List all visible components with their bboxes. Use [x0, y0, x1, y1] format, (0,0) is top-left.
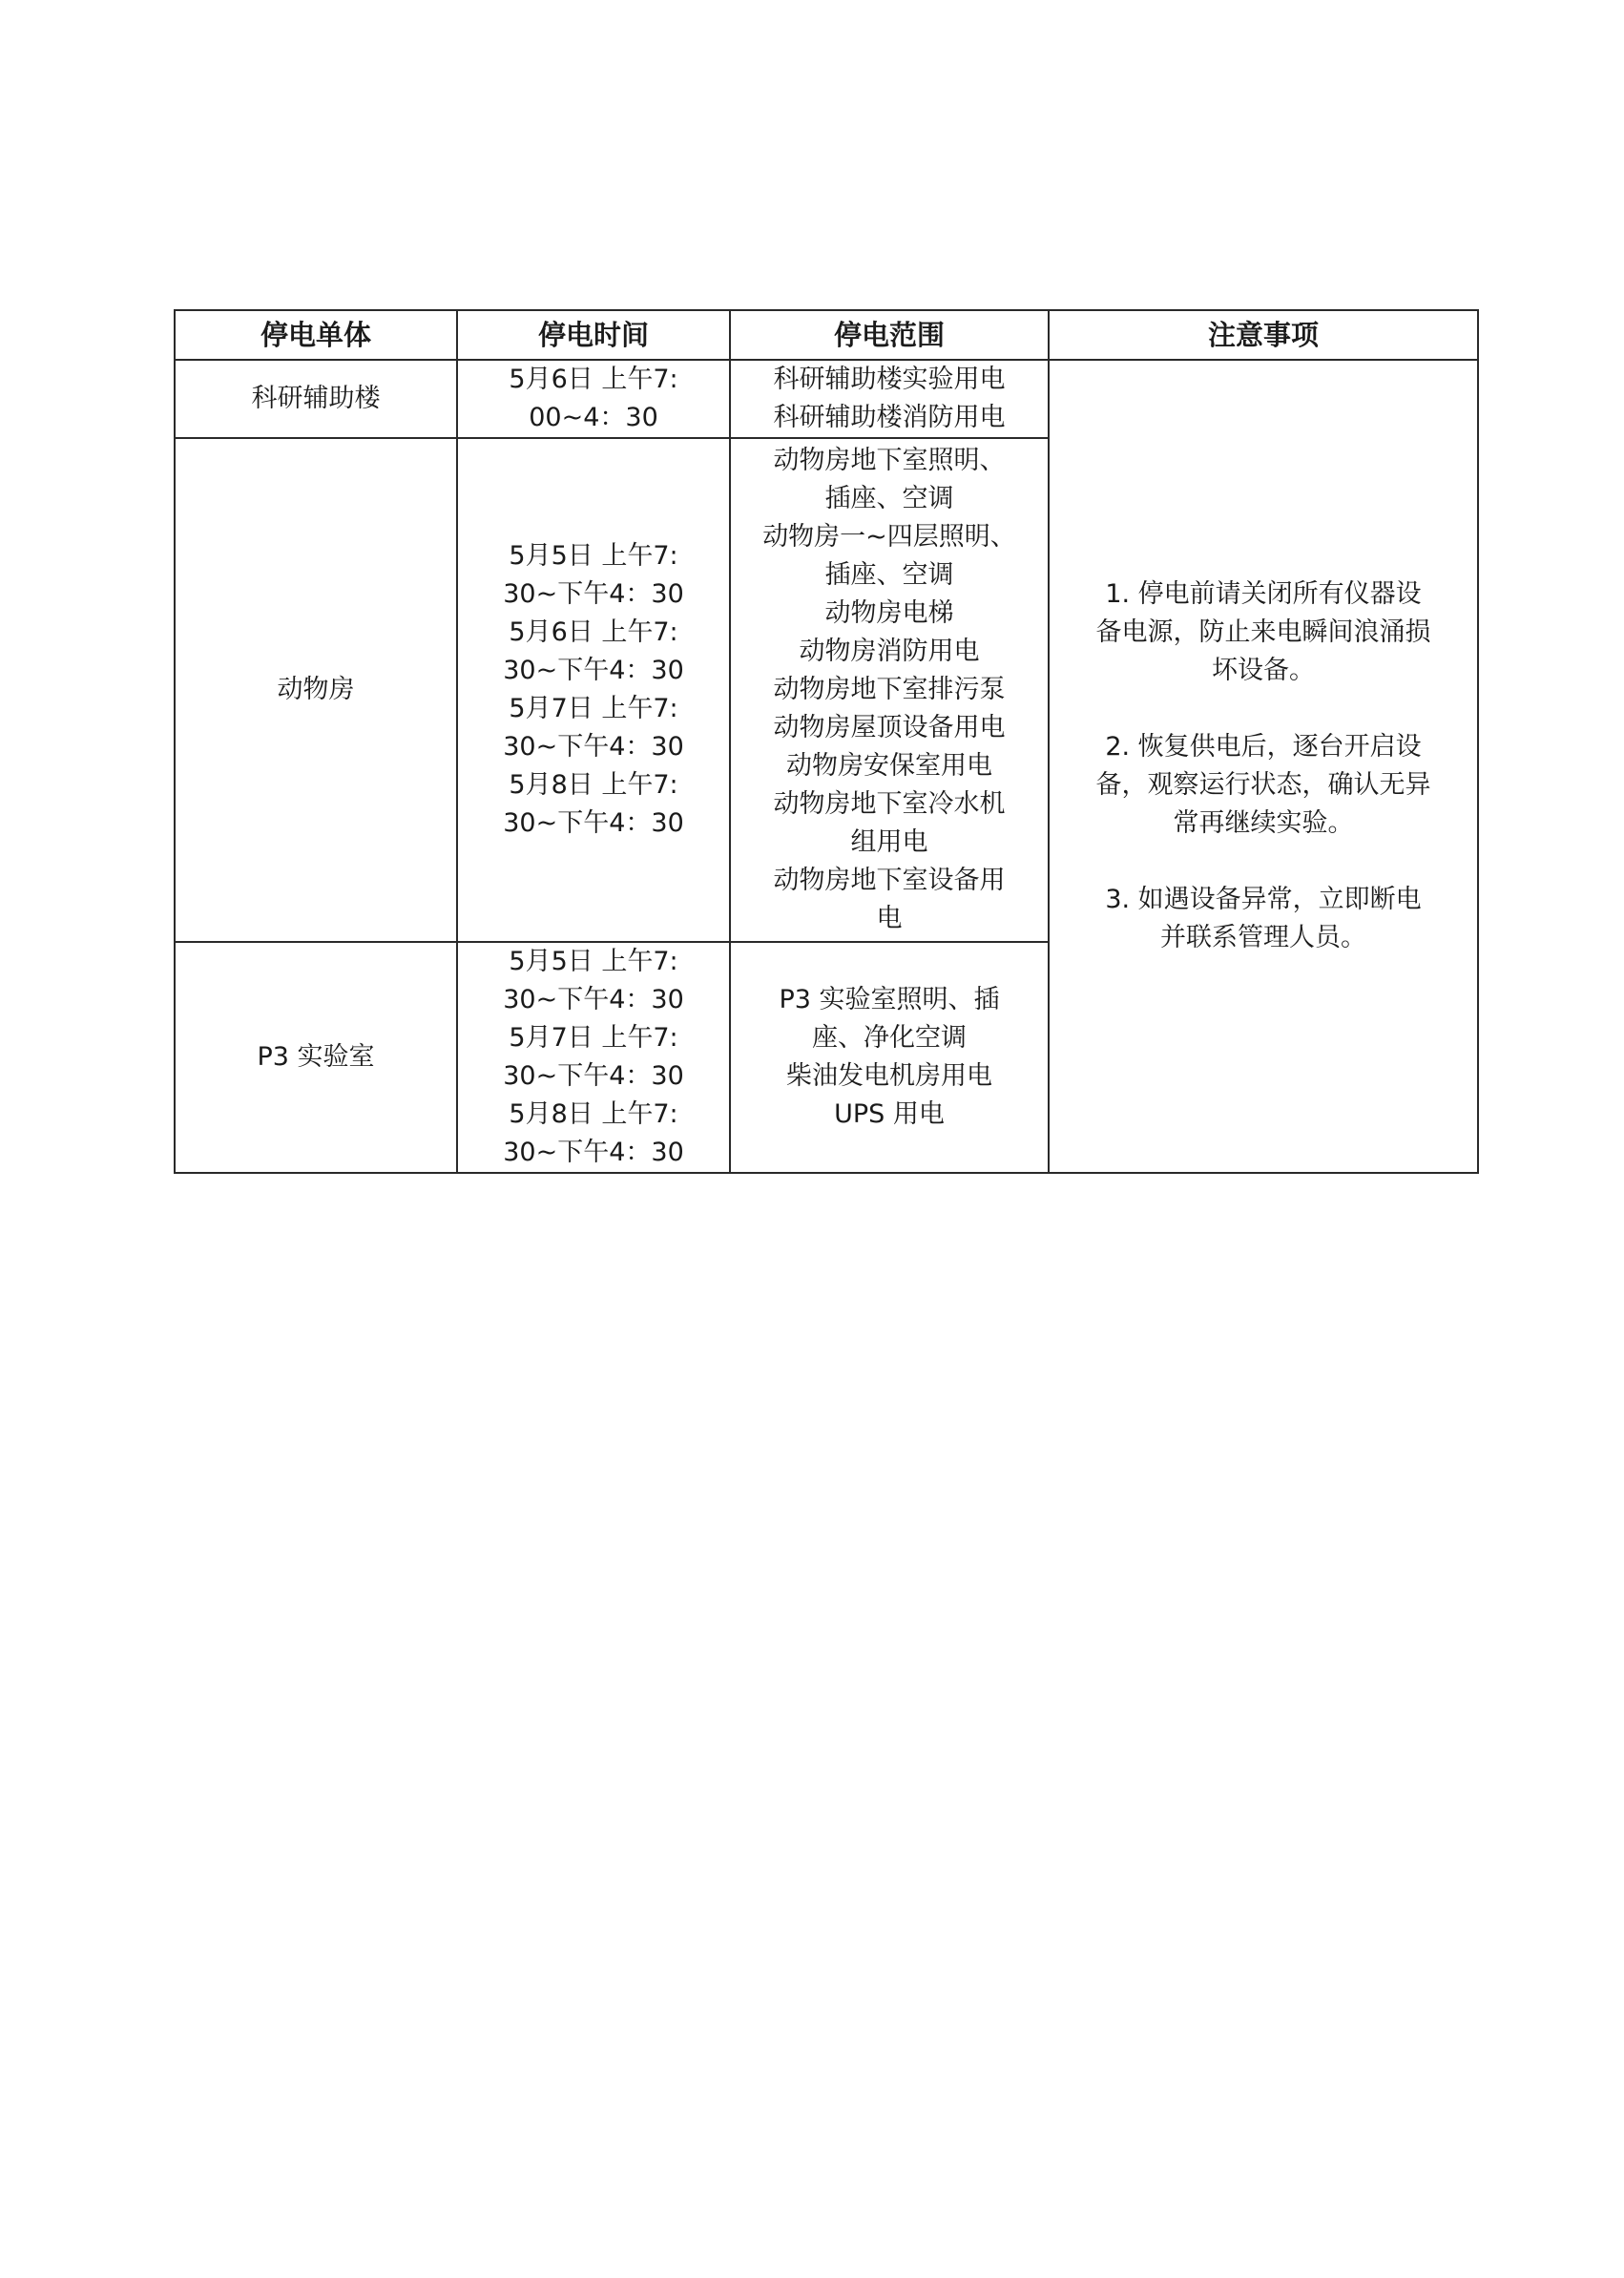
scope-line: 插座、空调	[824, 560, 954, 590]
time-cell	[457, 942, 730, 1173]
scope-line: 动物房安保室用电	[786, 751, 992, 781]
time-line: 30~下午4：30	[503, 985, 684, 1014]
note-line: 备电源，防止来电瞬间浪涌损	[1095, 617, 1431, 647]
time-line: 5月8日 上午7:	[509, 770, 678, 800]
header-scope: 停电范围	[730, 310, 1049, 360]
note-line: 3. 如遇设备异常，立即断电	[1105, 885, 1422, 914]
scope-line: 组用电	[850, 827, 928, 857]
note-line: 备，观察运行状态，确认无异	[1095, 770, 1431, 800]
scope-line: P3 实验室照明、插	[779, 985, 1000, 1014]
note-line: 1. 停电前请关闭所有仪器设	[1105, 579, 1422, 609]
scope-line: 动物房地下室排污泵	[773, 675, 1006, 704]
scope-line: 科研辅助楼消防用电	[773, 403, 1006, 432]
note-line: 常再继续实验。	[1173, 808, 1354, 838]
scope-line: 动物房地下室设备用	[773, 866, 1006, 895]
time-cell	[457, 438, 730, 942]
time-line: 30~下午4：30	[503, 808, 684, 838]
note-item	[1059, 728, 1468, 843]
note-line: 2. 恢复供电后，逐台开启设	[1105, 732, 1422, 762]
table-header-row	[175, 310, 1478, 360]
scope-line: 动物房电梯	[824, 598, 954, 628]
unit-cell: 动物房	[175, 438, 457, 942]
scope-line: 动物房地下室冷水机	[773, 789, 1006, 819]
scope-cell	[730, 438, 1049, 942]
time-line: 5月8日 上午7:	[509, 1099, 678, 1129]
time-line: 5月6日 上午7:	[509, 365, 678, 394]
time-line: 5月7日 上午7:	[509, 1023, 678, 1053]
unit-cell: 科研辅助楼	[175, 360, 457, 438]
unit-cell: P3 实验室	[175, 942, 457, 1173]
time-line: 5月7日 上午7:	[509, 694, 678, 723]
time-line: 30~下午4：30	[503, 656, 684, 685]
time-line: 5月5日 上午7:	[509, 541, 678, 571]
header-unit: 停电单体	[175, 310, 457, 360]
table-row	[175, 360, 1478, 438]
scope-line: 柴油发电机房用电	[786, 1061, 992, 1091]
scope-line: 科研辅助楼实验用电	[773, 365, 1006, 394]
scope-line: 动物房一~四层照明、	[762, 522, 1016, 552]
note-item	[1059, 575, 1468, 690]
scope-cell	[730, 360, 1049, 438]
scope-line: UPS 用电	[834, 1099, 945, 1129]
time-line: 30~下午4：30	[503, 579, 684, 609]
header-notes: 注意事项	[1049, 310, 1478, 360]
time-line: 30~下午4：30	[503, 732, 684, 762]
scope-cell	[730, 942, 1049, 1173]
note-line: 并联系管理人员。	[1160, 923, 1366, 952]
scope-line: 座、净化空调	[812, 1023, 967, 1053]
time-line: 30~下午4：30	[503, 1061, 684, 1091]
scope-line: 插座、空调	[824, 484, 954, 513]
scope-line: 动物房消防用电	[799, 637, 980, 666]
time-line: 5月6日 上午7:	[509, 617, 678, 647]
time-line: 5月5日 上午7:	[509, 947, 678, 976]
time-line: 30~下午4：30	[503, 1138, 684, 1167]
note-item	[1059, 881, 1468, 957]
note-line: 坏设备。	[1212, 656, 1315, 685]
scope-line: 动物房屋顶设备用电	[773, 713, 1006, 742]
header-time: 停电时间	[457, 310, 730, 360]
scope-line: 电	[876, 904, 903, 933]
time-line: 00~4：30	[529, 403, 658, 432]
time-cell	[457, 360, 730, 438]
scope-line: 动物房地下室照明、	[773, 446, 1006, 475]
notes-cell	[1049, 360, 1478, 1173]
power-outage-table	[174, 309, 1479, 1174]
